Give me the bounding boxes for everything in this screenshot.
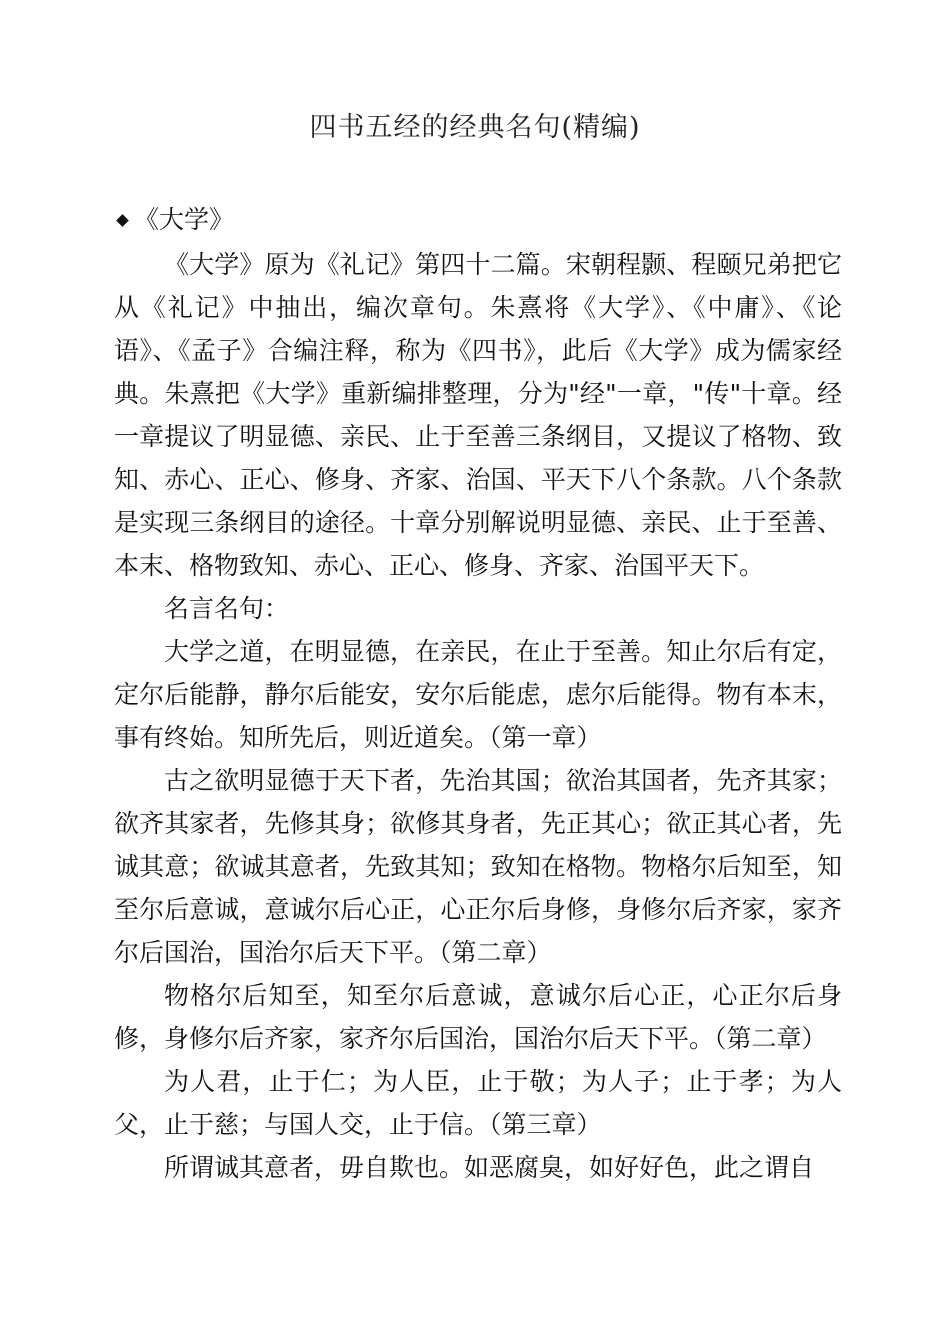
- paragraph-quote: 所谓诚其意者，毋自欺也。如恶腐臭，如好好色，此之谓自: [164, 1153, 815, 1182]
- body-text: [114, 243, 842, 1189]
- paragraph-quote: 为人君，止于仁；为人臣，止于敬；为人子；止于孝；为人父，止于慈；与国人交，止于信。（第三章）: [114, 1067, 842, 1139]
- section-heading-text: 《大学》: [134, 205, 235, 234]
- paragraph-quote: 古之欲明显德于天下者，先治其国；欲治其国者，先齐其家；欲齐其家者，先修其身；欲修其身者，先正其心；欲正其心者，先诚其意；欲诚其意者，先致其知；致知在格物。物格尔后知至，知至尔后意诚，意诚尔后心正，心正尔后身修，身修尔后齐家，家齐尔后国治，国治尔后天下平。（第二章）: [114, 766, 842, 967]
- document-title: 四书五经的经典名句(精编): [309, 112, 641, 143]
- section-heading: [116, 202, 234, 238]
- paragraph-quotes-label: 名言名句：: [164, 594, 290, 623]
- paragraph-quote: 大学之道，在明显德，在亲民，在止于至善。知止尔后有定，定尔后能静，静尔后能安，安尔后能虑，虑尔后能得。物有本末，事有终始。知所先后，则近道矣。（第一章）: [114, 637, 842, 752]
- diamond-bullet-icon: [116, 214, 129, 227]
- paragraph-quote: 物格尔后知至，知至尔后意诚，意诚尔后心正，心正尔后身修，身修尔后齐家，家齐尔后国治，国治尔后天下平。（第二章）: [114, 981, 842, 1053]
- paragraph-intro: 《大学》原为《礼记》第四十二篇。宋朝程颢、程颐兄弟把它从《礼记》中抽出，编次章句。朱熹将《大学》、《中庸》、《论语》、《孟子》合编注释，称为《四书》，此后《大学》成为儒家经典。朱熹把《大学》重新编排整理，分为"经"一章，"传"十章。经一章提议了明显德、亲民、止于至善三条纲目，又提议了格物、致知、赤心、正心、修身、齐家、治国、平天下八个条款。八个条款是实现三条纲目的途径。十章分别解说明显德、亲民、止于至善、本末、格物致知、赤心、正心、修身、齐家、治国平天下。: [114, 250, 842, 580]
